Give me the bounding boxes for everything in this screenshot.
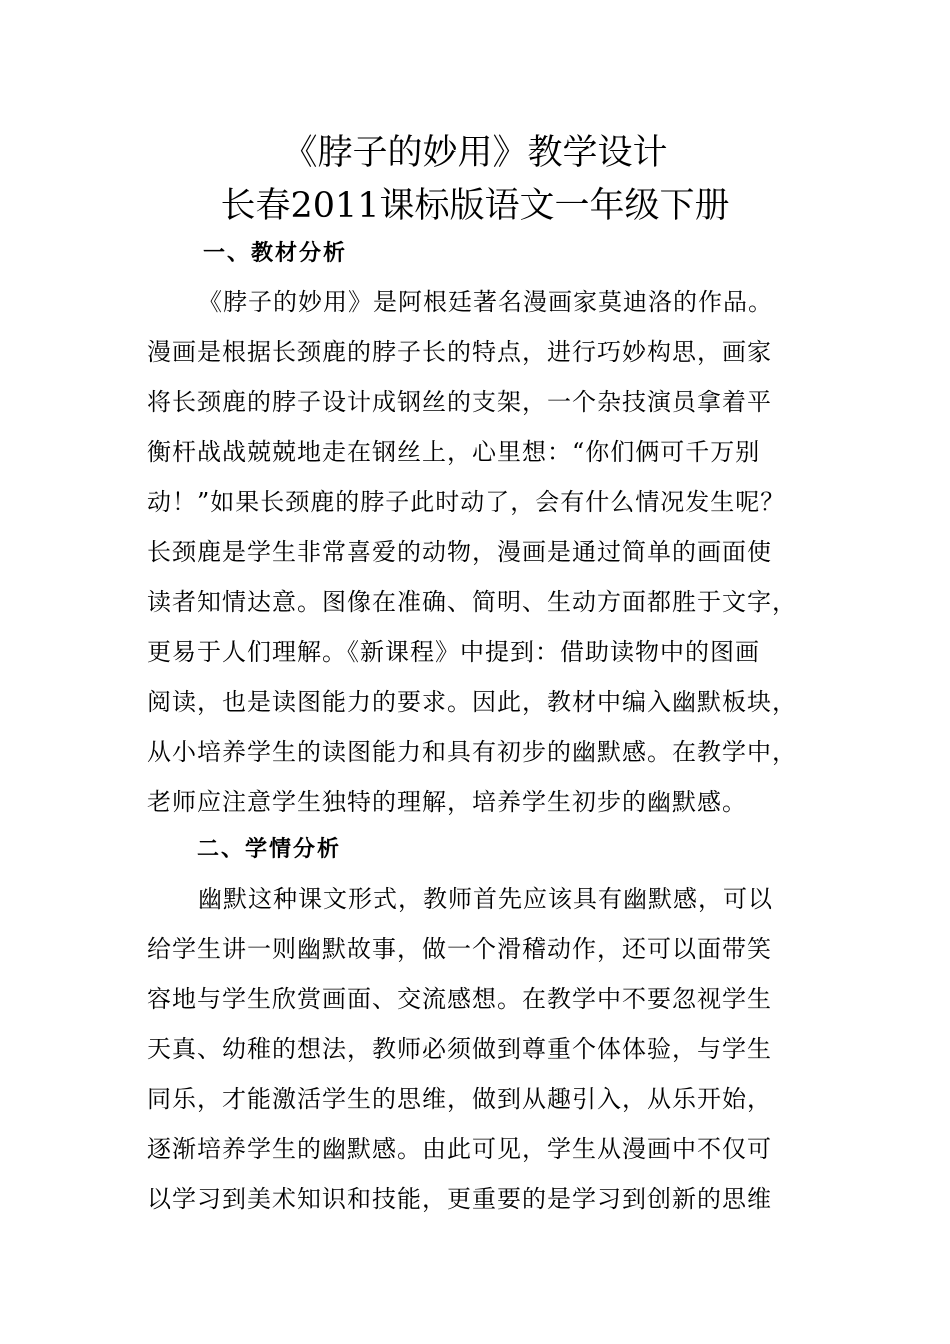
paragraph-line: 幽默这种课文形式，教师首先应该具有幽默感，可以 xyxy=(198,885,773,913)
paragraph-line: 将长颈鹿的脖子设计成钢丝的支架，一个杂技演员拿着平 xyxy=(147,388,772,416)
paragraph-line: 长颈鹿是学生非常喜爱的动物，漫画是通过简单的画面使 xyxy=(147,538,772,566)
paragraph-line: 以学习到美术知识和技能，更重要的是学习到创新的思维 xyxy=(147,1185,772,1213)
paragraph-line: 老师应注意学生独特的理解，培养学生初步的幽默感。 xyxy=(147,788,747,816)
paragraph-line: 天真、幼稚的想法，教师必须做到尊重个体体验，与学生 xyxy=(147,1035,772,1063)
paragraph-line: 从小培养学生的读图能力和具有初步的幽默感。在教学中， xyxy=(147,738,797,766)
paragraph-line: 更易于人们理解。《新课程》中提到：借助读物中的图画 xyxy=(147,638,760,666)
paragraph-line: 同乐，才能激活学生的思维，做到从趣引入，从乐开始， xyxy=(147,1085,772,1113)
section-heading-learner-analysis: 二、学情分析 xyxy=(197,837,342,862)
paragraph-line: 阅读，也是读图能力的要求。因此，教材中编入幽默板块， xyxy=(147,688,797,716)
paragraph-line: 给学生讲一则幽默故事，做一个滑稽动作，还可以面带笑 xyxy=(147,935,772,963)
paragraph-line: 动！”如果长颈鹿的脖子此时动了，会有什么情况发生呢？ xyxy=(147,488,786,516)
paragraph-line: 读者知情达意。图像在准确、简明、生动方面都胜于文字， xyxy=(147,588,797,616)
paragraph-line: 衡杆战战兢兢地走在钢丝上，心里想：“你们俩可千万别 xyxy=(147,438,761,466)
document-subtitle: 长春2011课标版语文一年级下册 xyxy=(220,186,730,226)
paragraph-line: 容地与学生欣赏画面、交流感想。在教学中不要忽视学生 xyxy=(147,985,772,1013)
document-title: 《脖子的妙用》教学设计 xyxy=(282,133,668,173)
section-heading-textbook-analysis: 一、教材分析 xyxy=(203,241,348,266)
paragraph-line: 漫画是根据长颈鹿的脖子长的特点，进行巧妙构思，画家 xyxy=(147,338,772,366)
paragraph-line: 逐渐培养学生的幽默感。由此可见，学生从漫画中不仅可 xyxy=(147,1135,772,1163)
paragraph-line: 《脖子的妙用》是阿根廷著名漫画家莫迪洛的作品。 xyxy=(198,288,773,316)
